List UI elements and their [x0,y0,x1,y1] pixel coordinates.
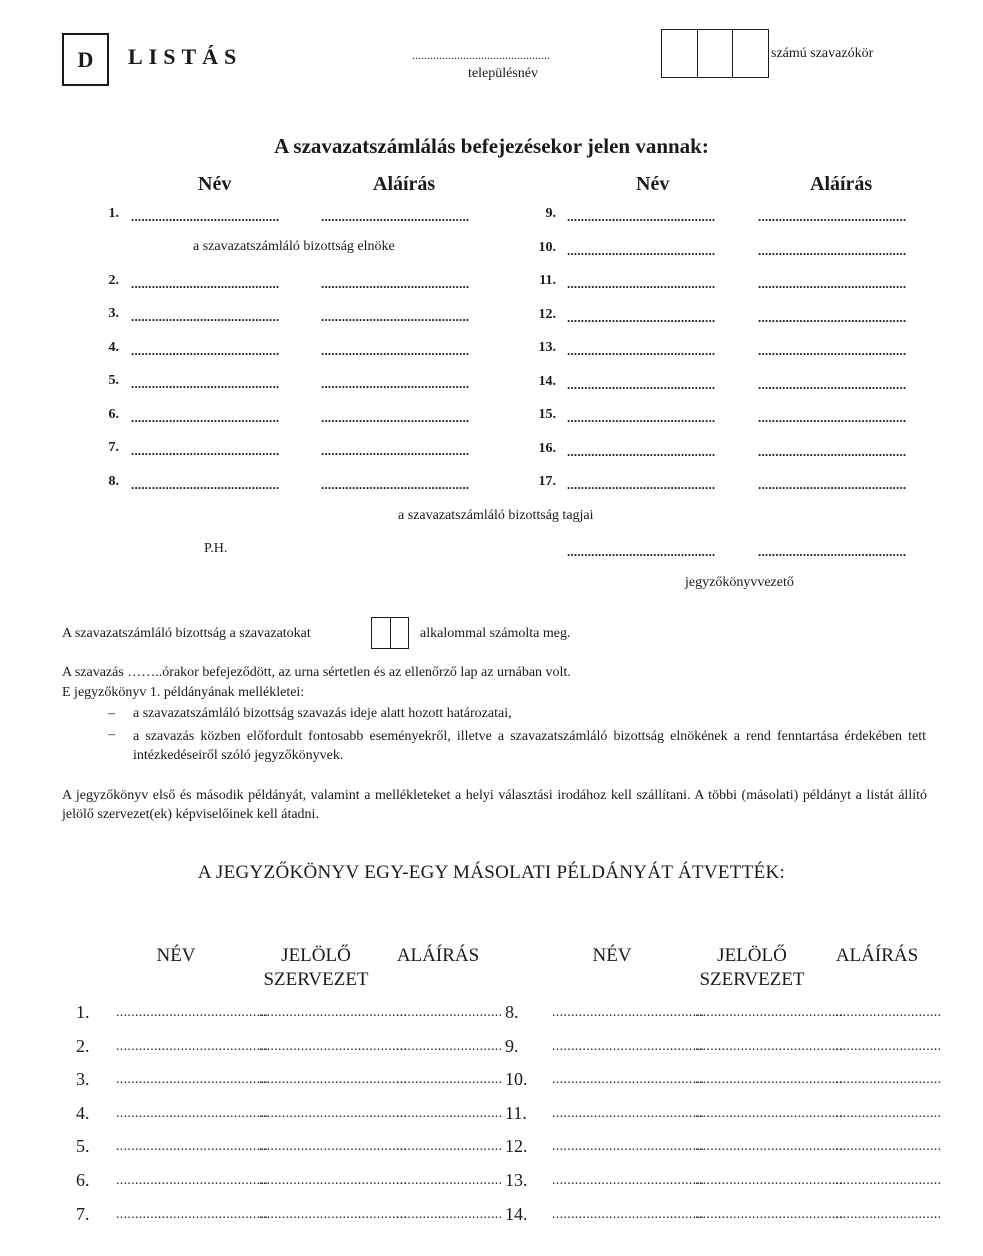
copies-org-field[interactable]: ....................................... [695,1039,844,1054]
copies-org-field[interactable]: ....................................... [259,1207,408,1222]
copies-org-field[interactable]: ....................................... [259,1072,408,1087]
copies-name-field[interactable]: ........................................ [552,1173,704,1188]
copies-row-number: 14. [505,1204,528,1224]
row-number: 14. [538,374,556,389]
name-field[interactable]: ........................................... [567,377,716,392]
name-field[interactable]: ........................................... [567,310,716,325]
district-digit-box[interactable] [698,30,734,77]
copies-signature-field[interactable]: ............................ [835,1207,942,1222]
copies-signature-header: ALÁÍRÁS [835,945,919,966]
copies-signature-field[interactable]: ............................ [396,1207,503,1222]
copies-signature-field[interactable]: ............................ [835,1173,942,1188]
signature-field[interactable]: ........................................... [321,376,470,391]
signature-column-header: Aláírás [373,173,436,195]
name-field[interactable]: ........................................... [567,477,716,492]
end-text: A szavazás ……..órakor befejeződött, az urna sértetlen és az ellenőrző lap az urnában volt. [62,665,571,680]
copies-name-field[interactable]: ........................................ [552,1005,704,1020]
copies-name-field[interactable]: ........................................ [116,1005,268,1020]
copies-name-field[interactable]: ........................................ [116,1106,268,1121]
dash-bullet: – [108,706,115,721]
copies-signature-field[interactable]: ............................ [835,1139,942,1154]
district-label: számú szavazókör [771,46,874,61]
row-number: 10. [538,240,556,255]
copies-heading: A JEGYZŐKÖNYV EGY-EGY MÁSOLATI PÉLDÁNYÁT ÁTVETTÉK: [197,862,786,883]
row-number: 12. [538,307,556,322]
name-field[interactable]: ........................................... [567,410,716,425]
copies-name-field[interactable]: ........................................ [116,1173,268,1188]
settlement-label: településnév [468,66,538,81]
copies-row-number: 10. [505,1069,528,1089]
name-column-header: Név [198,173,232,195]
list-letter-box: D [62,33,109,86]
count-text-after: alkalommal számolta meg. [420,626,571,641]
name-field[interactable]: ........................................... [131,410,280,425]
copies-org-field[interactable]: ....................................... [259,1039,408,1054]
attachment-item: a szavazás közben előfordult fontosabb eseményekről, illetve a szavazatszámláló bizottság elnökének a rend fenntartása érdekében tett intézkedéseiről szóló jegyzőkönyvek. [133,729,926,763]
copies-org-field[interactable]: ....................................... [695,1106,844,1121]
signature-field[interactable]: ........................................... [321,443,470,458]
row-number: 8. [108,474,119,489]
name-field[interactable]: ........................................... [567,444,716,459]
signature-field[interactable]: ........................................... [321,309,470,324]
copies-name-field[interactable]: ........................................ [116,1072,268,1087]
row-number: 2. [108,273,119,288]
copies-signature-field[interactable]: ............................ [396,1139,503,1154]
copies-signature-field[interactable]: ............................ [835,1072,942,1087]
copies-row-number: 3. [76,1069,90,1089]
signature-field[interactable]: ........................................... [758,209,907,224]
copies-name-field[interactable]: ........................................ [116,1207,268,1222]
copies-org-field[interactable]: ....................................... [259,1139,408,1154]
copies-org-field[interactable]: ....................................... [695,1005,844,1020]
copies-signature-field[interactable]: ............................ [835,1005,942,1020]
ph-label: P.H. [204,541,228,556]
signature-field[interactable]: ........................................... [758,444,907,459]
copies-org-field[interactable]: ....................................... [259,1106,408,1121]
copies-row-number: 9. [505,1036,519,1056]
copies-name-field[interactable]: ........................................ [552,1072,704,1087]
row-number: 5. [108,373,119,388]
name-field[interactable]: ........................................... [131,309,280,324]
recorder-signature-field[interactable]: ........................................... [758,544,907,559]
copies-signature-field[interactable]: ............................ [396,1173,503,1188]
signature-field[interactable]: ........................................... [758,343,907,358]
copies-row-number: 5. [76,1136,90,1156]
attachments-intro: E jegyzőkönyv 1. példányának mellékletei: [62,685,305,700]
copies-org-field[interactable]: ....................................... [695,1173,844,1188]
dash-bullet: – [108,727,115,742]
signature-field[interactable]: ........................................... [758,276,907,291]
signature-field[interactable]: ........................................... [758,377,907,392]
copies-signature-field[interactable]: ............................ [835,1106,942,1121]
copies-org-field[interactable]: ....................................... [259,1005,408,1020]
copies-name-field[interactable]: ........................................ [116,1139,268,1154]
list-title: LISTÁS [128,44,243,69]
copies-name-field[interactable]: ........................................ [552,1106,704,1121]
copies-row-number: 13. [505,1170,528,1190]
signature-field[interactable]: ........................................... [321,343,470,358]
copies-name-header: NÉV [592,945,632,966]
district-digit-box[interactable] [662,30,698,77]
members-label: a szavazatszámláló bizottság tagjai [398,508,594,523]
name-field[interactable]: ........................................... [567,276,716,291]
copies-org-field[interactable]: ....................................... [695,1072,844,1087]
count-number-boxes[interactable] [371,617,409,649]
district-digit-box[interactable] [733,30,768,77]
signature-field[interactable]: ........................................... [321,209,470,224]
delivery-text: A jegyzőkönyv első és második példányát, valamint a mellékleteket a helyi választási irodához kell szállítani. A többi (másolati) példányt a listát állító jelölő szervezet(ek) képviselőinek kell átadni. [62,788,927,822]
row-number: 1. [108,206,119,221]
chair-label: a szavazatszámláló bizottság elnöke [193,239,395,254]
name-field[interactable]: ........................................... [131,376,280,391]
row-number: 4. [108,340,119,355]
copies-signature-field[interactable]: ............................ [396,1005,503,1020]
row-number: 3. [108,306,119,321]
present-heading: A szavazatszámlálás befejezésekor jelen vannak: [274,134,709,158]
name-field[interactable]: ........................................... [131,209,280,224]
copies-org-header: JELÖLŐ SZERVEZET [699,945,805,990]
name-field[interactable]: ........................................... [567,209,716,224]
copies-row-number: 6. [76,1170,90,1190]
copies-org-header: JELÖLŐ SZERVEZET [263,945,369,990]
row-number: 16. [538,441,556,456]
name-field[interactable]: ........................................... [131,343,280,358]
signature-field[interactable]: ........................................... [758,310,907,325]
signature-field[interactable]: ........................................... [758,243,907,258]
copies-org-field[interactable]: ....................................... [695,1139,844,1154]
row-number: 13. [538,340,556,355]
copies-name-field[interactable]: ........................................ [552,1139,704,1154]
copies-signature-field[interactable]: ............................ [835,1039,942,1054]
signature-field[interactable]: ........................................... [758,477,907,492]
signature-field[interactable]: ........................................... [758,410,907,425]
copies-name-field[interactable]: ........................................ [116,1039,268,1054]
copies-row-number: 8. [505,1002,519,1022]
copies-signature-header: ALÁÍRÁS [396,945,480,966]
copies-row-number: 11. [505,1103,527,1123]
copies-row-number: 1. [76,1002,90,1022]
recorder-label: jegyzőkönyvvezető [685,575,794,590]
attachment-item: a szavazatszámláló bizottság szavazás ideje alatt hozott határozatai, [133,706,512,721]
count-digit-box[interactable] [391,618,409,648]
copies-name-field[interactable]: ........................................ [552,1039,704,1054]
row-number: 15. [538,407,556,422]
copies-signature-field[interactable]: ............................ [396,1039,503,1054]
copies-row-number: 4. [76,1103,90,1123]
name-field[interactable]: ........................................... [567,243,716,258]
signature-field[interactable]: ........................................... [321,276,470,291]
row-number: 17. [538,474,556,489]
name-field[interactable]: ........................................... [131,443,280,458]
copies-row-number: 7. [76,1204,90,1224]
copies-name-header: NÉV [156,945,196,966]
signature-field[interactable]: ........................................... [321,410,470,425]
district-number-boxes[interactable] [661,29,769,78]
name-field[interactable]: ........................................... [131,477,280,492]
copies-row-number: 2. [76,1036,90,1056]
row-number: 9. [545,206,556,221]
copies-signature-field[interactable]: ............................ [396,1106,503,1121]
name-column-header: Név [636,173,670,195]
copies-name-field[interactable]: ........................................ [552,1207,704,1222]
count-text: A szavazatszámláló bizottság a szavazatokat [62,626,311,641]
recorder-name-field[interactable]: ........................................... [567,544,716,559]
row-number: 7. [108,440,119,455]
row-number: 6. [108,407,119,422]
copies-org-field[interactable]: ....................................... [259,1173,408,1188]
copies-org-field[interactable]: ....................................... [695,1207,844,1222]
signature-column-header: Aláírás [810,173,873,195]
name-field[interactable]: ........................................... [131,276,280,291]
name-field[interactable]: ........................................... [567,343,716,358]
signature-field[interactable]: ........................................... [321,477,470,492]
copies-row-number: 12. [505,1136,528,1156]
settlement-field[interactable]: .............................................. [412,48,550,62]
count-digit-box[interactable] [372,618,391,648]
row-number: 11. [539,273,556,288]
copies-signature-field[interactable]: ............................ [396,1072,503,1087]
